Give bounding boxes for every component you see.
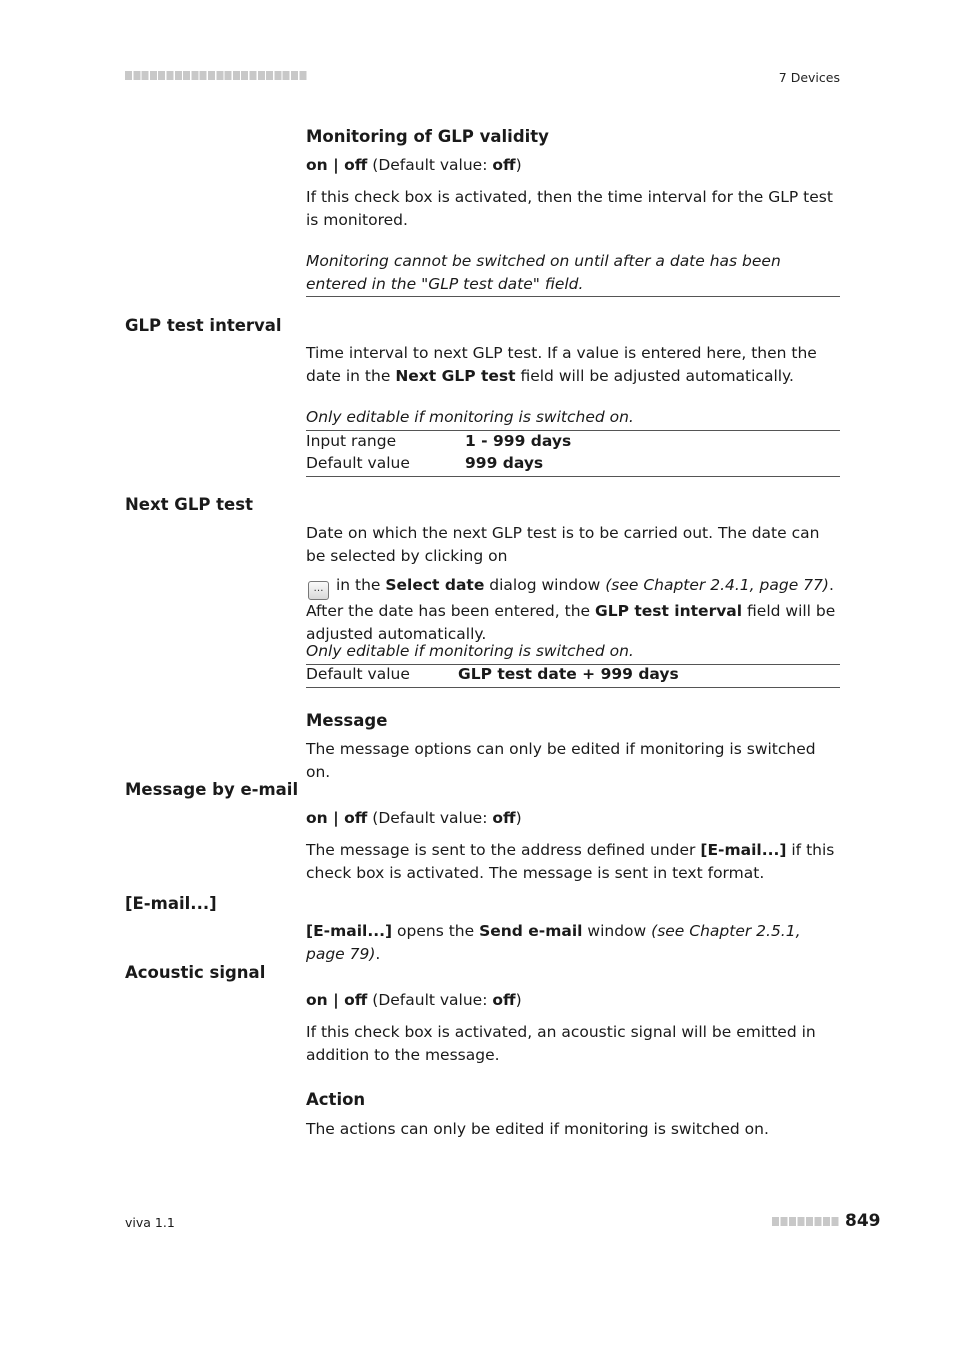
table-bottom-rule — [306, 687, 840, 688]
acoustic-description: If this check box is activated, an acoustic signal will be emitted in addition to the message. — [306, 1023, 816, 1064]
table-bottom-rule — [306, 476, 840, 477]
product-version: viva 1.1 — [125, 1215, 175, 1230]
chapter-title: 7 Devices — [778, 70, 840, 85]
monitoring-note: Monitoring cannot be switched on until after a date has been entered in the "GLP test date" field. — [306, 252, 781, 293]
interval-description: Time interval to next GLP test. If a value is entered here, then the date in the Next GLP test field will be adjusted automatically. — [306, 344, 817, 385]
email-description: The message is sent to the address defined under [E-mail...] if this check box is activated. The message is sent in text format. — [306, 841, 835, 882]
action-heading: Action — [306, 1090, 366, 1109]
message-heading: Message — [306, 711, 388, 730]
page-number: 849 — [845, 1211, 881, 1231]
header-decoration — [125, 71, 307, 80]
message-description: The message options can only be edited if monitoring is switched on. — [306, 740, 816, 781]
action-description: The actions can only be edited if monitoring is switched on. — [306, 1120, 769, 1138]
email-default: on | off (Default value: off) — [306, 809, 522, 827]
email-button-label: [E-mail...] — [125, 894, 217, 913]
glp-test-interval-label: GLP test interval — [125, 316, 282, 335]
monitoring-default: on | off (Default value: off) — [306, 156, 522, 174]
next-test-description: Date on which the next GLP test is to be carried out. The date can be selected by clicking on … in the Select date dialog window (see Chapter 2.4.1, page 77). After the date has been entered, the GLP test interval field will be adjusted automatically. — [306, 524, 836, 643]
email-button-description: [E-mail...] opens the Send e-mail window (see Chapter 2.5.1, page 79). — [306, 922, 801, 963]
acoustic-signal-label: Acoustic signal — [125, 963, 266, 982]
monitoring-heading: Monitoring of GLP validity — [306, 127, 549, 146]
message-by-email-label: Message by e-mail — [125, 780, 299, 799]
footer-decoration — [772, 1217, 840, 1226]
next-glp-test-label: Next GLP test — [125, 495, 253, 514]
ellipsis-button-icon: … — [308, 581, 329, 600]
divider — [306, 296, 840, 297]
monitoring-description: If this check box is activated, then the time interval for the GLP test is monitored. — [306, 188, 833, 229]
next-test-note: Only editable if monitoring is switched on. — [306, 642, 634, 660]
acoustic-default: on | off (Default value: off) — [306, 991, 522, 1009]
interval-note: Only editable if monitoring is switched on. — [306, 408, 634, 426]
